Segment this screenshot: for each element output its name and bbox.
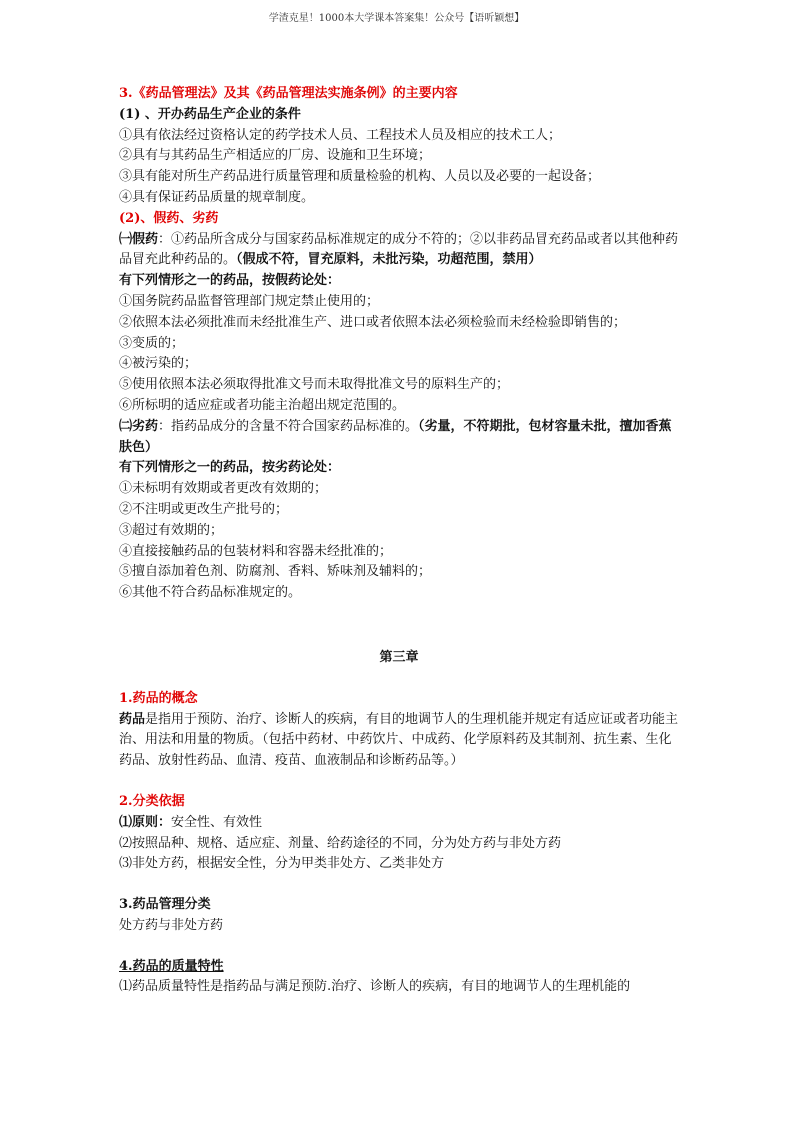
section-title: 3.《药品管理法》及其《药品管理法实施条例》的主要内容 (119, 86, 458, 101)
document-body (119, 84, 679, 998)
page-header: 学渣克星！1000本大学课本答案集！公众号【语听颖想】 (268, 13, 525, 24)
list-lead: 有下列情形之一的药品，按劣药论处： (119, 460, 341, 476)
list-item: ⑥其他不符合药品标准规定的。 (119, 585, 302, 601)
list-lead: 有下列情形之一的药品，按假药论处： (119, 273, 341, 289)
list-item: ⑥所标明的适应症或者功能主治超出规定范围的。 (119, 397, 406, 413)
list-item: ②具有与其药品生产相适应的厂房、设施和卫生环境； (119, 148, 432, 164)
list-item: ①未标明有效期或者更改有效期的； (119, 481, 328, 497)
subsection-title: (2)、假药、劣药 (119, 210, 219, 226)
section-title: 1.药品的概念 (119, 690, 198, 706)
list-item: ②不注明或更改生产批号的； (119, 501, 289, 517)
section-title: 4.药品的质量特性 (119, 958, 224, 974)
list-item: ④被污染的； (119, 356, 198, 372)
list-item: ②依照本法必须批准而未经批准生产、进口或者依照本法必须检验而未经检验即销售的； (119, 314, 627, 330)
fake-drug-text: ：①药品所含成分与国家药品标准规定的成分不符的；②以非药品冒充药品或者以其他种药品冒充此种药品的。 (119, 231, 679, 268)
list-item: ⑤使用依照本法必须取得批准文号而未取得批准文号的原料生产的； (119, 377, 510, 393)
subsection-title: (1) 、开办药品生产企业的条件 (119, 106, 301, 122)
list-item: ④直接接触药品的包装材料和容器未经批准的； (119, 543, 393, 559)
drug-definition (119, 710, 679, 772)
definition-text: 是指用于预防、治疗、诊断人的疾病，有目的地调节人的生理机能并规定有适应证或者功能主治、用法和用量的物质。（包括中药材、中药饮片、中成药、化学原料药及其制剂、抗生素、生化药品、放射性药品、血清、疫苗、血液制品和诊断药品等。） (119, 711, 679, 769)
inferior-drug-text: ：指药品成分的含量不符合国家药品标准的。 (158, 418, 419, 434)
fake-drug-definition (119, 230, 679, 272)
list-item: ③超过有效期的； (119, 522, 224, 538)
list-item (119, 813, 679, 834)
paragraph: ⑴药品质量特性是指药品与满足预防.治疗、诊断人的疾病，有目的地调节人的生理机能的 (119, 979, 631, 995)
fake-drug-label: ㈠假药 (119, 231, 159, 247)
list-item: ①具有依法经过资格认定的药学技术人员、工程技术人员及相应的技术工人； (119, 127, 562, 143)
principle-text: 安全性、有效性 (171, 814, 263, 830)
list-item: ③变质的； (119, 335, 185, 351)
inferior-drug-definition (119, 417, 679, 459)
list-item: ④具有保证药品质量的规章制度。 (119, 189, 315, 205)
list-item: ⑤擅自添加着色剂、防腐剂、香料、矫味剂及辅料的； (119, 564, 432, 580)
section-title: 2.分类依据 (119, 793, 185, 809)
inferior-drug-label: ㈡劣药 (119, 418, 159, 434)
term: 药品 (119, 711, 146, 727)
list-item: ③具有能对所生产药品进行质量管理和质量检验的机构、人员以及必要的一起设备； (119, 169, 601, 185)
paragraph: 处方药与非处方药 (119, 917, 224, 933)
inferior-drug-mnemonic: （劣量，不符期批，包材容量未批，擅加香蕉肤色） (119, 418, 672, 455)
principle-label: ⑴原则： (119, 814, 172, 830)
chapter-title: 第三章 (379, 649, 419, 665)
fake-drug-mnemonic: （假成不符，冒充原料，未批污染，功超范围，禁用） (236, 252, 542, 268)
list-item: ①国务院药品监督管理部门规定禁止使用的； (119, 293, 380, 309)
section-title: 3.药品管理分类 (119, 897, 211, 913)
list-item: ⑶非处方药，根据安全性，分为甲类非处方、乙类非处方 (119, 856, 445, 872)
list-item: ⑵按照品种、规格、适应症、剂量、给药途径的不同，分为处方药与非处方药 (119, 835, 562, 851)
